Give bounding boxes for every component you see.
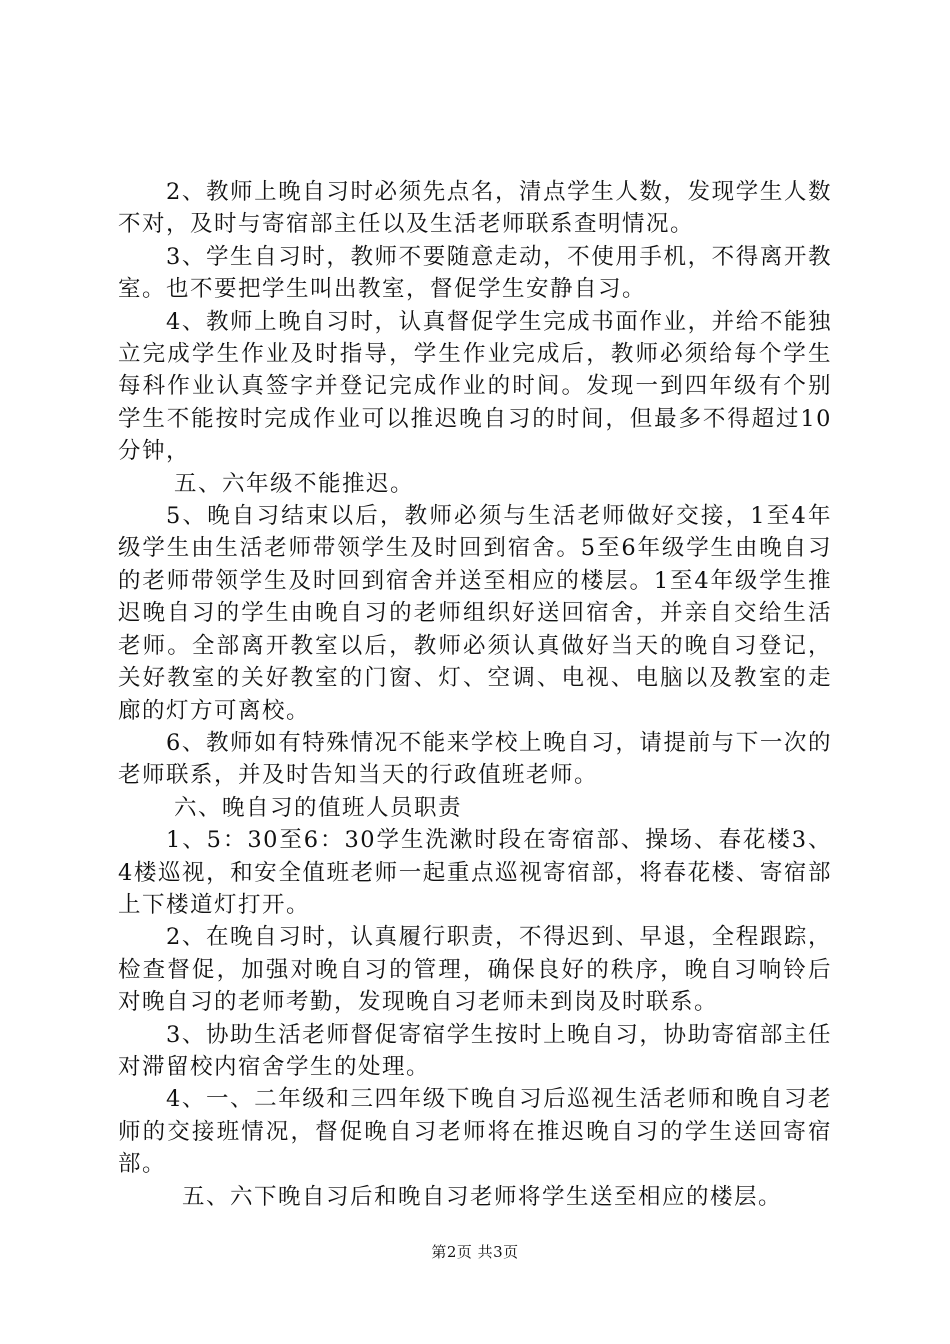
paragraph-evening-roll-call: 2、教师上晚自习时必须先点名，清点学生人数，发现学生人数不对，及时与寄宿部主任以及生活老师联系查明情况。 (118, 179, 832, 238)
paragraph-handover-after-study: 5、晚自习结束以后，教师必须与生活老师做好交接，1至4年级学生由生活老师带领学生及时回到宿舍。5至6年级学生由晚自习的老师带领学生及时回到宿舍并送至相应的楼层。1至4年级学生推迟晚自习的学生由晚自习的老师组织好送回宿舍，并亲自交给生活老师。全部离开教室以后，教师必须认真做好当天的晚自习登记，关好教室的关好教室的门窗、灯、空调、电视、电脑以及教室的走廊的灯方可离校。 (118, 503, 832, 724)
paragraph-self-study-discipline: 3、学生自习时，教师不要随意走动，不使用手机，不得离开教室。也不要把学生叫出教室，督促学生安静自习。 (118, 243, 832, 303)
paragraph-grade-five-six-no-delay: 五、六年级不能推迟。 (174, 470, 415, 497)
paragraph-duty-escort-floors: 五、六下晚自习后和晚自习老师将学生送至相应的楼层。 (182, 1183, 783, 1210)
paragraph-homework-supervision: 4、教师上晚自习时，认真督促学生完成书面作业，并给不能独立完成学生作业及时指导，学生作业完成后，教师必须给每个学生每科作业认真签字并登记完成作业的时间。发现一到四年级有个别学生不能按时完成作业可以推迟晚自习的时间，但最多不得超过10分钟， (118, 308, 832, 465)
paragraph-duty-assist-dorm: 3、协助生活老师督促寄宿学生按时上晚自习，协助寄宿部主任对滞留校内宿舍学生的处理。 (118, 1021, 832, 1080)
paragraph-duty-handover-check: 4、一、二年级和三四年级下晚自习后巡视生活老师和晚自习老师的交接班情况，督促晚自习老师将在推迟晚自习的学生送回寄宿部。 (118, 1086, 832, 1178)
page-number-footer: 第2页 共3页 (431, 1243, 519, 1261)
document-body (118, 176, 832, 1213)
paragraph-absence-notice: 6、教师如有特殊情况不能来学校上晚自习，请提前与下一次的老师联系，并及时告知当天的行政值班老师。 (118, 729, 832, 789)
section-heading-duty-staff: 六、晚自习的值班人员职责 (174, 794, 463, 821)
paragraph-duty-patrol: 1、5：30至6：30学生洗漱时段在寄宿部、操场、春花楼3、4楼巡视，和安全值班老师一起重点巡视寄宿部，将春花楼、寄宿部上下楼道灯打开。 (118, 827, 832, 918)
paragraph-duty-attendance: 2、在晚自习时，认真履行职责，不得迟到、早退，全程跟踪，检查督促，加强对晚自习的管理，确保良好的秩序，晚自习响铃后对晚自习的老师考勤，发现晚自习老师未到岗及时联系。 (118, 924, 832, 1016)
